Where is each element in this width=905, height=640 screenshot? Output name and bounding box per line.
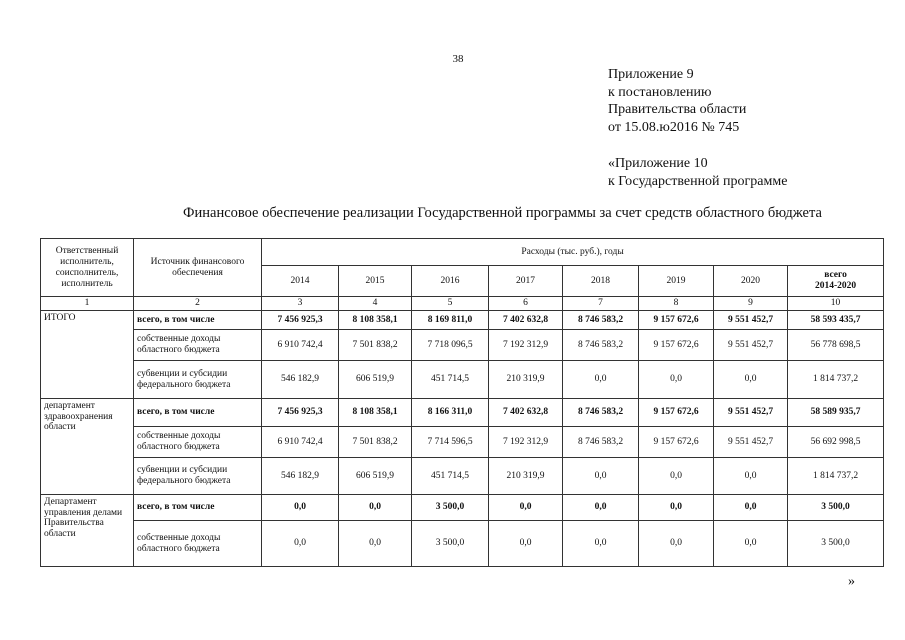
amount-cell: 210 319,9 bbox=[489, 458, 563, 495]
header-year: 2015 bbox=[339, 266, 412, 297]
header-total-line: всего bbox=[824, 270, 847, 280]
amount-cell: 0,0 bbox=[489, 495, 563, 521]
amount-cell: 451 714,5 bbox=[412, 361, 489, 399]
amount-cell: 9 157 672,6 bbox=[639, 427, 714, 458]
header-year: 2017 bbox=[489, 266, 563, 297]
total-cell: 58 589 935,7 bbox=[788, 399, 884, 427]
total-cell: 3 500,0 bbox=[788, 521, 884, 567]
executor-cell: департамент здравоохранения области bbox=[41, 399, 134, 495]
amount-cell: 451 714,5 bbox=[412, 458, 489, 495]
closing-quote: » bbox=[848, 574, 855, 589]
annex-reference-line: «Приложение 10 bbox=[608, 156, 708, 171]
header-year: 2014 bbox=[262, 266, 339, 297]
amount-cell: 7 718 096,5 bbox=[412, 330, 489, 361]
header-year: 2019 bbox=[639, 266, 714, 297]
amount-cell: 8 746 583,2 bbox=[563, 311, 639, 330]
amount-cell: 7 402 632,8 bbox=[489, 311, 563, 330]
amount-cell: 9 157 672,6 bbox=[639, 399, 714, 427]
total-cell: 3 500,0 bbox=[788, 495, 884, 521]
amount-cell: 0,0 bbox=[563, 361, 639, 399]
amount-cell: 7 501 838,2 bbox=[339, 330, 412, 361]
source-cell: субвенции и субсидии федерального бюджета bbox=[134, 458, 262, 495]
source-cell: субвенции и субсидии федерального бюджета bbox=[134, 361, 262, 399]
header-year: 2016 bbox=[412, 266, 489, 297]
annex-reference bbox=[608, 155, 787, 190]
document-title: Финансовое обеспечение реализации Государственной программы за счет средств областного бюджета bbox=[183, 205, 822, 221]
amount-cell: 8 746 583,2 bbox=[563, 427, 639, 458]
total-cell: 1 814 737,2 bbox=[788, 361, 884, 399]
amount-cell: 3 500,0 bbox=[412, 495, 489, 521]
amount-cell: 6 910 742,4 bbox=[262, 330, 339, 361]
total-cell: 58 593 435,7 bbox=[788, 311, 884, 330]
amount-cell: 0,0 bbox=[563, 521, 639, 567]
header-source: Источник финансового обеспечения bbox=[134, 239, 262, 297]
amount-cell: 0,0 bbox=[262, 521, 339, 567]
amount-cell: 9 157 672,6 bbox=[639, 330, 714, 361]
amount-cell: 8 746 583,2 bbox=[563, 330, 639, 361]
amount-cell: 0,0 bbox=[639, 521, 714, 567]
annex-header-line: от 15.08.ю2016 № 745 bbox=[608, 119, 740, 135]
amount-cell: 8 169 811,0 bbox=[412, 311, 489, 330]
total-cell: 1 814 737,2 bbox=[788, 458, 884, 495]
source-cell: собственные доходы областного бюджета bbox=[134, 427, 262, 458]
amount-cell: 8 108 358,1 bbox=[339, 399, 412, 427]
table-row bbox=[41, 330, 884, 361]
amount-cell: 8 166 311,0 bbox=[412, 399, 489, 427]
column-number: 3 bbox=[262, 297, 339, 311]
table-row bbox=[41, 311, 884, 330]
amount-cell: 3 500,0 bbox=[412, 521, 489, 567]
financing-table bbox=[40, 238, 884, 567]
amount-cell: 7 501 838,2 bbox=[339, 427, 412, 458]
amount-cell: 7 192 312,9 bbox=[489, 427, 563, 458]
amount-cell: 0,0 bbox=[489, 521, 563, 567]
amount-cell: 0,0 bbox=[339, 521, 412, 567]
amount-cell: 9 551 452,7 bbox=[714, 330, 788, 361]
column-number: 6 bbox=[489, 297, 563, 311]
column-number: 9 bbox=[714, 297, 788, 311]
amount-cell: 6 910 742,4 bbox=[262, 427, 339, 458]
header-year: 2018 bbox=[563, 266, 639, 297]
amount-cell: 606 519,9 bbox=[339, 458, 412, 495]
source-cell: всего, в том числе bbox=[134, 311, 262, 330]
amount-cell: 606 519,9 bbox=[339, 361, 412, 399]
header-total bbox=[788, 266, 884, 297]
amount-cell: 210 319,9 bbox=[489, 361, 563, 399]
amount-cell: 0,0 bbox=[339, 495, 412, 521]
amount-cell: 0,0 bbox=[563, 458, 639, 495]
amount-cell: 9 157 672,6 bbox=[639, 311, 714, 330]
amount-cell: 546 182,9 bbox=[262, 458, 339, 495]
amount-cell: 7 456 925,3 bbox=[262, 399, 339, 427]
amount-cell: 0,0 bbox=[714, 361, 788, 399]
table-row bbox=[41, 399, 884, 427]
amount-cell: 0,0 bbox=[714, 458, 788, 495]
amount-cell: 7 192 312,9 bbox=[489, 330, 563, 361]
annex-header-line: Правительства области bbox=[608, 102, 747, 117]
page-number: 38 bbox=[452, 53, 464, 65]
annex-header bbox=[608, 66, 746, 136]
executor-cell: Департамент управления делами Правительства области bbox=[41, 495, 134, 567]
table-row bbox=[41, 427, 884, 458]
column-number: 1 bbox=[41, 297, 134, 311]
amount-cell: 0,0 bbox=[714, 521, 788, 567]
amount-cell: 7 402 632,8 bbox=[489, 399, 563, 427]
amount-cell: 0,0 bbox=[563, 495, 639, 521]
header-total-line: 2014-2020 bbox=[814, 281, 857, 291]
source-cell: всего, в том числе bbox=[134, 399, 262, 427]
source-cell: всего, в том числе bbox=[134, 495, 262, 521]
amount-cell: 0,0 bbox=[639, 495, 714, 521]
table-row bbox=[41, 495, 884, 521]
annex-reference-line: к Государственной программе bbox=[608, 173, 788, 189]
amount-cell: 546 182,9 bbox=[262, 361, 339, 399]
total-cell: 56 692 998,5 bbox=[788, 427, 884, 458]
amount-cell: 0,0 bbox=[262, 495, 339, 521]
amount-cell: 8 746 583,2 bbox=[563, 399, 639, 427]
table-row bbox=[41, 521, 884, 567]
amount-cell: 7 456 925,3 bbox=[262, 311, 339, 330]
executor-cell: ИТОГО bbox=[41, 311, 134, 399]
table-row bbox=[41, 361, 884, 399]
amount-cell: 7 714 596,5 bbox=[412, 427, 489, 458]
column-number: 7 bbox=[563, 297, 639, 311]
column-number: 4 bbox=[339, 297, 412, 311]
source-cell: собственные доходы областного бюджета bbox=[134, 521, 262, 567]
amount-cell: 0,0 bbox=[639, 361, 714, 399]
header-expenses: Расходы (тыс. руб.), годы bbox=[262, 239, 884, 266]
header-executor: Ответственный исполнитель, соисполнитель, исполнитель bbox=[41, 239, 134, 297]
annex-header-line: к постановлению bbox=[608, 84, 712, 100]
column-number: 5 bbox=[412, 297, 489, 311]
amount-cell: 8 108 358,1 bbox=[339, 311, 412, 330]
column-number: 10 bbox=[788, 297, 884, 311]
header-year: 2020 bbox=[714, 266, 788, 297]
amount-cell: 0,0 bbox=[714, 495, 788, 521]
annex-header-line: Приложение 9 bbox=[608, 67, 694, 82]
amount-cell: 0,0 bbox=[639, 458, 714, 495]
column-number: 2 bbox=[134, 297, 262, 311]
amount-cell: 9 551 452,7 bbox=[714, 399, 788, 427]
amount-cell: 9 551 452,7 bbox=[714, 311, 788, 330]
source-cell: собственные доходы областного бюджета bbox=[134, 330, 262, 361]
column-number: 8 bbox=[639, 297, 714, 311]
total-cell: 56 778 698,5 bbox=[788, 330, 884, 361]
amount-cell: 9 551 452,7 bbox=[714, 427, 788, 458]
table-row bbox=[41, 458, 884, 495]
